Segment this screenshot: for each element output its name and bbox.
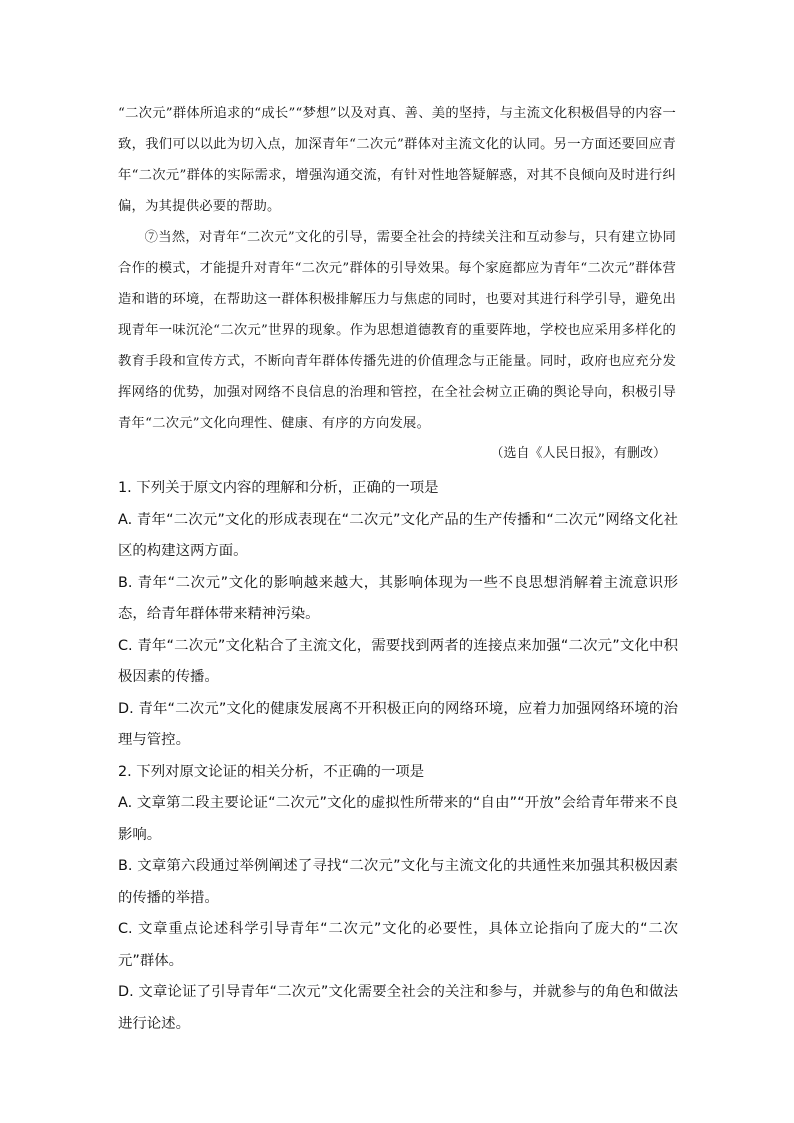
question-1-option-a: A. 青年“二次元”文化的形成表现在“二次元”文化产品的生产传播和“二次元”网络文化社区的构建这两方面。	[118, 511, 678, 559]
source-citation: （选自《人民日报》，有删改）	[490, 446, 666, 461]
question-1-option-b: B. 青年“二次元”文化的影响越来越大，其影响体现为一些不良思想消解着主流意识形态，给青年群体带来精神污染。	[118, 574, 678, 622]
question-2-option-a: A. 文章第二段主要论证“二次元”文化的虚拟性所带来的“自由”“开放”会给青年带来不良影响。	[118, 795, 678, 843]
question-2-option-b: B. 文章第六段通过举例阐述了寻找“二次元”文化与主流文化的共通性来加强其积极因素的传播的举措。	[118, 858, 678, 906]
question-2-stem: 2. 下列对原文论证的相关分析，不正确的一项是	[118, 763, 425, 780]
question-1-option-d: D. 青年“二次元”文化的健康发展离不开积极正向的网络环境，应着力加强网络环境的治理与管控。	[118, 700, 678, 748]
paragraph-7: ⑦当然，对青年“二次元”文化的引导，需要全社会的持续关注和互动参与，只有建立协同合作的模式，才能提升对青年“二次元”群体的引导效果。每个家庭都应为青年“二次元”群体营造和谐的环境，在帮助这一群体积极排解压力与焦虑的同时，也要对其进行科学引导，避免出现青年一味沉沦“二次元”世界的现象。作为思想道德教育的重要阵地，学校也应采用多样化的教育手段和宣传方式，不断向青年群体传播先进的价值理念与正能量。同时，政府也应充分发挥网络的优势，加强对网络不良信息的治理和管控，在全社会树立正确的舆论导向，积极引导青年“二次元”文化向理性、健康、有序的方向发展。	[118, 230, 676, 431]
paragraph-6-continued: “二次元”群体所追求的“成长”“梦想”以及对真、善、美的坚持，与主流文化积极倡导的内容一致，我们可以以此为切入点，加深青年“二次元”群体对主流文化的认同。另一方面还要回应青年“二次元”群体的实际需求，增强沟通交流，有针对性地答疑解惑，对其不良倾向及时进行纠偏，为其提供必要的帮助。	[118, 106, 676, 214]
question-2-option-d: D. 文章论证了引导青年“二次元”文化需要全社会的关注和参与，并就参与的角色和做法进行论述。	[118, 984, 678, 1032]
question-1-stem: 1. 下列关于原文内容的理解和分析，正确的一项是	[118, 480, 439, 496]
question-2-option-c: C. 文章重点论述科学引导青年“二次元”文化的必要性，具体立论指向了庞大的“二次元”群体。	[118, 921, 678, 969]
question-1-option-c: C. 青年“二次元”文化粘合了主流文化，需要找到两者的连接点来加强“二次元”文化中积极因素的传播。	[118, 637, 678, 685]
question-section	[118, 473, 678, 1040]
reading-passage	[118, 98, 676, 439]
